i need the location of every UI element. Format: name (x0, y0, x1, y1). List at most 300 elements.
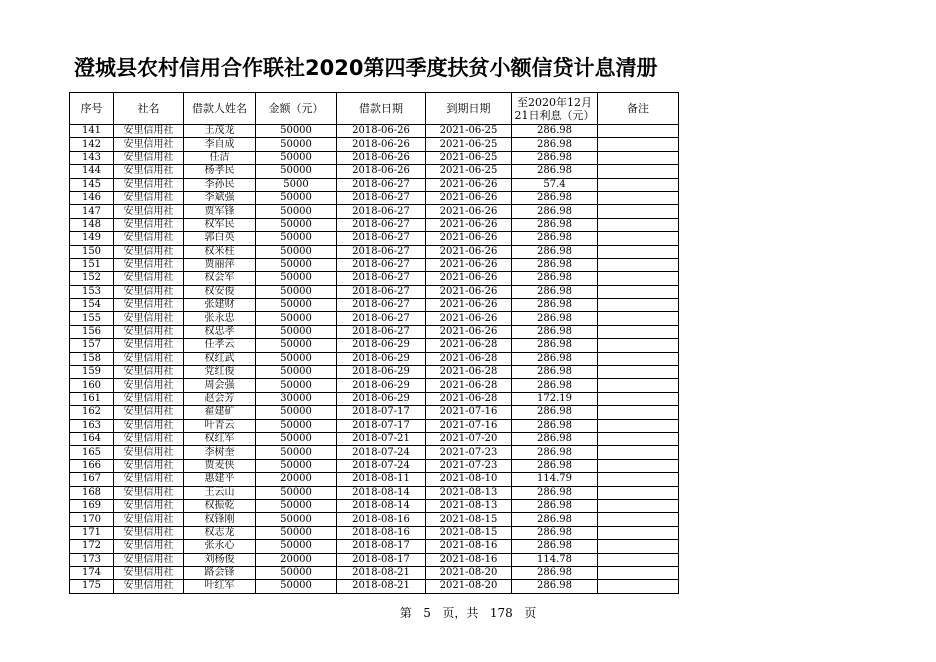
cell-interest: 286.98 (512, 299, 598, 312)
cell-remarks (598, 366, 679, 379)
cell-seq: 156 (70, 325, 114, 338)
cell-borrower: 权志龙 (184, 526, 256, 539)
cell-interest: 114.79 (512, 473, 598, 486)
cell-branch: 安里信用社 (114, 339, 184, 352)
cell-remarks (598, 446, 679, 459)
cell-borrower: 王茂龙 (184, 125, 256, 138)
cell-loan-date: 2018-06-26 (337, 165, 426, 178)
cell-due-date: 2021-06-25 (426, 138, 512, 151)
cell-remarks (598, 566, 679, 579)
cell-due-date: 2021-06-26 (426, 325, 512, 338)
cell-amount: 50000 (256, 486, 337, 499)
cell-branch: 安里信用社 (114, 432, 184, 445)
table-row (70, 245, 679, 258)
cell-interest: 172.19 (512, 392, 598, 405)
cell-due-date: 2021-06-26 (426, 178, 512, 191)
cell-remarks (598, 406, 679, 419)
cell-amount: 50000 (256, 406, 337, 419)
table-row (70, 191, 679, 204)
cell-due-date: 2021-06-25 (426, 165, 512, 178)
cell-due-date: 2021-06-28 (426, 352, 512, 365)
cell-branch: 安里信用社 (114, 566, 184, 579)
cell-loan-date: 2018-06-26 (337, 125, 426, 138)
cell-interest: 286.98 (512, 446, 598, 459)
cell-due-date: 2021-06-26 (426, 218, 512, 231)
cell-interest: 286.98 (512, 218, 598, 231)
table-row (70, 352, 679, 365)
table-row (70, 125, 679, 138)
cell-due-date: 2021-06-26 (426, 285, 512, 298)
cell-borrower: 张永心 (184, 540, 256, 553)
col-header-amount: 金额（元） (256, 93, 337, 125)
table-row (70, 419, 679, 432)
cell-remarks (598, 486, 679, 499)
cell-seq: 160 (70, 379, 114, 392)
cell-due-date: 2021-08-15 (426, 526, 512, 539)
cell-borrower: 张建财 (184, 299, 256, 312)
cell-interest: 286.98 (512, 165, 598, 178)
cell-loan-date: 2018-06-26 (337, 151, 426, 164)
cell-amount: 50000 (256, 245, 337, 258)
cell-amount: 50000 (256, 366, 337, 379)
cell-borrower: 王云山 (184, 486, 256, 499)
cell-loan-date: 2018-07-17 (337, 406, 426, 419)
table-row (70, 312, 679, 325)
table-body (70, 125, 679, 594)
cell-borrower: 路会锋 (184, 566, 256, 579)
cell-due-date: 2021-07-20 (426, 432, 512, 445)
col-header-seq: 序号 (70, 93, 114, 125)
cell-remarks (598, 272, 679, 285)
cell-amount: 50000 (256, 312, 337, 325)
cell-interest: 286.98 (512, 526, 598, 539)
table-header-row (70, 93, 679, 125)
cell-interest: 286.98 (512, 258, 598, 271)
cell-due-date: 2021-06-26 (426, 232, 512, 245)
cell-branch: 安里信用社 (114, 580, 184, 593)
cell-branch: 安里信用社 (114, 178, 184, 191)
cell-interest: 286.98 (512, 352, 598, 365)
cell-amount: 50000 (256, 379, 337, 392)
cell-remarks (598, 258, 679, 271)
cell-amount: 50000 (256, 191, 337, 204)
cell-remarks (598, 499, 679, 512)
cell-remarks (598, 392, 679, 405)
cell-amount: 50000 (256, 459, 337, 472)
cell-amount: 50000 (256, 138, 337, 151)
cell-borrower: 刘杨俊 (184, 553, 256, 566)
cell-branch: 安里信用社 (114, 473, 184, 486)
cell-remarks (598, 379, 679, 392)
table-row (70, 325, 679, 338)
cell-seq: 170 (70, 513, 114, 526)
cell-amount: 50000 (256, 125, 337, 138)
cell-loan-date: 2018-06-27 (337, 178, 426, 191)
cell-interest: 286.98 (512, 232, 598, 245)
cell-borrower: 权会军 (184, 272, 256, 285)
cell-seq: 142 (70, 138, 114, 151)
cell-loan-date: 2018-08-21 (337, 580, 426, 593)
table-row (70, 205, 679, 218)
cell-remarks (598, 459, 679, 472)
table-row (70, 392, 679, 405)
cell-branch: 安里信用社 (114, 366, 184, 379)
cell-due-date: 2021-08-16 (426, 540, 512, 553)
cell-seq: 159 (70, 366, 114, 379)
cell-branch: 安里信用社 (114, 138, 184, 151)
cell-interest: 286.98 (512, 325, 598, 338)
cell-due-date: 2021-06-26 (426, 312, 512, 325)
cell-remarks (598, 232, 679, 245)
cell-loan-date: 2018-06-27 (337, 191, 426, 204)
cell-borrower: 权红武 (184, 352, 256, 365)
col-header-remarks: 备注 (598, 93, 679, 125)
cell-interest: 286.98 (512, 285, 598, 298)
cell-due-date: 2021-06-28 (426, 366, 512, 379)
cell-due-date: 2021-07-16 (426, 406, 512, 419)
cell-amount: 50000 (256, 218, 337, 231)
table-row (70, 566, 679, 579)
cell-loan-date: 2018-06-29 (337, 366, 426, 379)
cell-due-date: 2021-06-26 (426, 205, 512, 218)
cell-due-date: 2021-08-13 (426, 486, 512, 499)
cell-branch: 安里信用社 (114, 352, 184, 365)
cell-amount: 50000 (256, 419, 337, 432)
table-row (70, 473, 679, 486)
cell-loan-date: 2018-08-14 (337, 486, 426, 499)
page-footer (0, 604, 936, 621)
cell-borrower: 党红俊 (184, 366, 256, 379)
cell-seq: 161 (70, 392, 114, 405)
cell-interest: 286.98 (512, 339, 598, 352)
cell-amount: 50000 (256, 299, 337, 312)
cell-branch: 安里信用社 (114, 232, 184, 245)
cell-amount: 50000 (256, 151, 337, 164)
table-row (70, 218, 679, 231)
cell-branch: 安里信用社 (114, 245, 184, 258)
cell-amount: 50000 (256, 272, 337, 285)
cell-interest: 286.98 (512, 499, 598, 512)
cell-branch: 安里信用社 (114, 513, 184, 526)
cell-interest: 114.78 (512, 553, 598, 566)
cell-remarks (598, 285, 679, 298)
cell-branch: 安里信用社 (114, 151, 184, 164)
cell-seq: 171 (70, 526, 114, 539)
cell-branch: 安里信用社 (114, 499, 184, 512)
table-row (70, 513, 679, 526)
cell-interest: 57.4 (512, 178, 598, 191)
cell-branch: 安里信用社 (114, 540, 184, 553)
cell-interest: 286.98 (512, 459, 598, 472)
table-row (70, 258, 679, 271)
cell-remarks (598, 312, 679, 325)
cell-remarks (598, 432, 679, 445)
cell-amount: 50000 (256, 352, 337, 365)
table-row (70, 232, 679, 245)
cell-interest: 286.98 (512, 513, 598, 526)
cell-borrower: 权忠孝 (184, 325, 256, 338)
cell-amount: 20000 (256, 553, 337, 566)
cell-branch: 安里信用社 (114, 312, 184, 325)
table-row (70, 540, 679, 553)
cell-borrower: 权红军 (184, 432, 256, 445)
cell-branch: 安里信用社 (114, 379, 184, 392)
cell-interest: 286.98 (512, 379, 598, 392)
table-row (70, 339, 679, 352)
cell-seq: 166 (70, 459, 114, 472)
cell-borrower: 叶青云 (184, 419, 256, 432)
cell-loan-date: 2018-08-11 (337, 473, 426, 486)
cell-borrower: 贾丽萍 (184, 258, 256, 271)
cell-interest: 286.98 (512, 245, 598, 258)
cell-due-date: 2021-08-16 (426, 553, 512, 566)
cell-seq: 147 (70, 205, 114, 218)
cell-loan-date: 2018-06-27 (337, 232, 426, 245)
cell-amount: 50000 (256, 566, 337, 579)
cell-amount: 50000 (256, 339, 337, 352)
cell-branch: 安里信用社 (114, 446, 184, 459)
cell-remarks (598, 580, 679, 593)
cell-due-date: 2021-06-25 (426, 151, 512, 164)
cell-branch: 安里信用社 (114, 526, 184, 539)
cell-branch: 安里信用社 (114, 191, 184, 204)
cell-due-date: 2021-06-26 (426, 245, 512, 258)
cell-seq: 145 (70, 178, 114, 191)
cell-due-date: 2021-08-15 (426, 513, 512, 526)
cell-remarks (598, 125, 679, 138)
cell-branch: 安里信用社 (114, 272, 184, 285)
cell-remarks (598, 178, 679, 191)
table-row (70, 138, 679, 151)
table-row (70, 499, 679, 512)
cell-seq: 172 (70, 540, 114, 553)
cell-amount: 50000 (256, 232, 337, 245)
cell-seq: 153 (70, 285, 114, 298)
cell-due-date: 2021-07-23 (426, 459, 512, 472)
cell-borrower: 杨孝民 (184, 165, 256, 178)
cell-amount: 30000 (256, 392, 337, 405)
cell-remarks (598, 419, 679, 432)
footer-prefix: 第 (399, 606, 412, 620)
table-row (70, 151, 679, 164)
cell-due-date: 2021-06-28 (426, 339, 512, 352)
cell-remarks (598, 513, 679, 526)
cell-interest: 286.98 (512, 151, 598, 164)
cell-loan-date: 2018-08-14 (337, 499, 426, 512)
cell-loan-date: 2018-06-27 (337, 325, 426, 338)
cell-branch: 安里信用社 (114, 258, 184, 271)
table-row (70, 285, 679, 298)
cell-branch: 安里信用社 (114, 486, 184, 499)
cell-borrower: 权振乾 (184, 499, 256, 512)
cell-due-date: 2021-08-20 (426, 566, 512, 579)
cell-loan-date: 2018-08-17 (337, 540, 426, 553)
cell-seq: 157 (70, 339, 114, 352)
cell-seq: 163 (70, 419, 114, 432)
cell-borrower: 任洁 (184, 151, 256, 164)
cell-loan-date: 2018-08-16 (337, 526, 426, 539)
cell-remarks (598, 205, 679, 218)
cell-borrower: 权锋刚 (184, 513, 256, 526)
cell-seq: 150 (70, 245, 114, 258)
table-row (70, 366, 679, 379)
cell-remarks (598, 553, 679, 566)
cell-branch: 安里信用社 (114, 325, 184, 338)
cell-amount: 50000 (256, 526, 337, 539)
cell-branch: 安里信用社 (114, 299, 184, 312)
cell-due-date: 2021-06-26 (426, 191, 512, 204)
col-header-due-date: 到期日期 (426, 93, 512, 125)
cell-interest: 286.98 (512, 366, 598, 379)
cell-borrower: 贾军锋 (184, 205, 256, 218)
footer-page-number: 5 (423, 606, 431, 620)
cell-seq: 154 (70, 299, 114, 312)
cell-loan-date: 2018-06-29 (337, 379, 426, 392)
cell-due-date: 2021-07-23 (426, 446, 512, 459)
cell-seq: 144 (70, 165, 114, 178)
cell-amount: 50000 (256, 258, 337, 271)
cell-remarks (598, 299, 679, 312)
cell-loan-date: 2018-06-29 (337, 339, 426, 352)
table-row (70, 178, 679, 191)
cell-interest: 286.98 (512, 406, 598, 419)
cell-amount: 50000 (256, 285, 337, 298)
cell-interest: 286.98 (512, 419, 598, 432)
table-row (70, 553, 679, 566)
cell-due-date: 2021-08-13 (426, 499, 512, 512)
cell-borrower: 贾麦侠 (184, 459, 256, 472)
cell-interest: 286.98 (512, 432, 598, 445)
cell-interest: 286.98 (512, 272, 598, 285)
cell-loan-date: 2018-06-27 (337, 312, 426, 325)
cell-loan-date: 2018-07-21 (337, 432, 426, 445)
cell-interest: 286.98 (512, 138, 598, 151)
cell-remarks (598, 218, 679, 231)
cell-loan-date: 2018-06-27 (337, 218, 426, 231)
cell-loan-date: 2018-07-17 (337, 419, 426, 432)
cell-branch: 安里信用社 (114, 205, 184, 218)
cell-amount: 50000 (256, 205, 337, 218)
cell-loan-date: 2018-08-17 (337, 553, 426, 566)
cell-borrower: 赵会芳 (184, 392, 256, 405)
cell-borrower: 惠建平 (184, 473, 256, 486)
cell-loan-date: 2018-06-27 (337, 285, 426, 298)
cell-borrower: 郭白英 (184, 232, 256, 245)
cell-borrower: 李树奎 (184, 446, 256, 459)
cell-remarks (598, 325, 679, 338)
cell-branch: 安里信用社 (114, 218, 184, 231)
cell-interest: 286.98 (512, 486, 598, 499)
cell-seq: 165 (70, 446, 114, 459)
cell-remarks (598, 526, 679, 539)
cell-remarks (598, 339, 679, 352)
cell-seq: 141 (70, 125, 114, 138)
cell-branch: 安里信用社 (114, 419, 184, 432)
interest-ledger-table (69, 92, 679, 594)
cell-interest: 286.98 (512, 540, 598, 553)
col-header-branch: 社名 (114, 93, 184, 125)
cell-remarks (598, 151, 679, 164)
cell-remarks (598, 245, 679, 258)
cell-branch: 安里信用社 (114, 406, 184, 419)
cell-borrower: 李孙民 (184, 178, 256, 191)
cell-branch: 安里信用社 (114, 125, 184, 138)
cell-amount: 50000 (256, 165, 337, 178)
cell-seq: 155 (70, 312, 114, 325)
cell-due-date: 2021-06-26 (426, 258, 512, 271)
col-header-borrower: 借款人姓名 (184, 93, 256, 125)
table-row (70, 406, 679, 419)
cell-loan-date: 2018-06-29 (337, 392, 426, 405)
table-row (70, 432, 679, 445)
cell-amount: 50000 (256, 513, 337, 526)
col-header-interest: 至2020年12月21日利息（元） (512, 93, 598, 125)
cell-due-date: 2021-06-26 (426, 272, 512, 285)
footer-middle: 页，共 (442, 606, 479, 620)
table-row (70, 299, 679, 312)
cell-due-date: 2021-07-16 (426, 419, 512, 432)
table-row (70, 446, 679, 459)
table-row (70, 580, 679, 593)
cell-borrower: 叶红军 (184, 580, 256, 593)
cell-amount: 50000 (256, 432, 337, 445)
cell-loan-date: 2018-06-27 (337, 258, 426, 271)
cell-loan-date: 2018-06-27 (337, 272, 426, 285)
cell-loan-date: 2018-06-26 (337, 138, 426, 151)
cell-amount: 50000 (256, 540, 337, 553)
table-row (70, 272, 679, 285)
cell-due-date: 2021-06-28 (426, 392, 512, 405)
cell-due-date: 2021-06-26 (426, 299, 512, 312)
table-row (70, 165, 679, 178)
cell-seq: 168 (70, 486, 114, 499)
cell-amount: 5000 (256, 178, 337, 191)
cell-remarks (598, 191, 679, 204)
cell-seq: 158 (70, 352, 114, 365)
cell-seq: 152 (70, 272, 114, 285)
cell-borrower: 任孝云 (184, 339, 256, 352)
cell-seq: 149 (70, 232, 114, 245)
cell-branch: 安里信用社 (114, 285, 184, 298)
cell-due-date: 2021-06-28 (426, 379, 512, 392)
cell-seq: 167 (70, 473, 114, 486)
cell-branch: 安里信用社 (114, 392, 184, 405)
cell-borrower: 权军民 (184, 218, 256, 231)
cell-remarks (598, 473, 679, 486)
cell-loan-date: 2018-06-27 (337, 299, 426, 312)
cell-amount: 20000 (256, 473, 337, 486)
cell-loan-date: 2018-06-29 (337, 352, 426, 365)
cell-loan-date: 2018-06-27 (337, 245, 426, 258)
cell-branch: 安里信用社 (114, 165, 184, 178)
footer-suffix: 页 (524, 606, 537, 620)
cell-seq: 173 (70, 553, 114, 566)
cell-loan-date: 2018-07-24 (337, 459, 426, 472)
cell-borrower: 周会强 (184, 379, 256, 392)
cell-amount: 50000 (256, 446, 337, 459)
cell-loan-date: 2018-07-24 (337, 446, 426, 459)
cell-seq: 169 (70, 499, 114, 512)
cell-due-date: 2021-06-25 (426, 125, 512, 138)
cell-branch: 安里信用社 (114, 553, 184, 566)
cell-borrower: 权米柱 (184, 245, 256, 258)
cell-interest: 286.98 (512, 566, 598, 579)
cell-borrower: 权安俊 (184, 285, 256, 298)
cell-remarks (598, 165, 679, 178)
cell-borrower: 张永忠 (184, 312, 256, 325)
cell-interest: 286.98 (512, 312, 598, 325)
footer-total-pages: 178 (489, 606, 513, 620)
